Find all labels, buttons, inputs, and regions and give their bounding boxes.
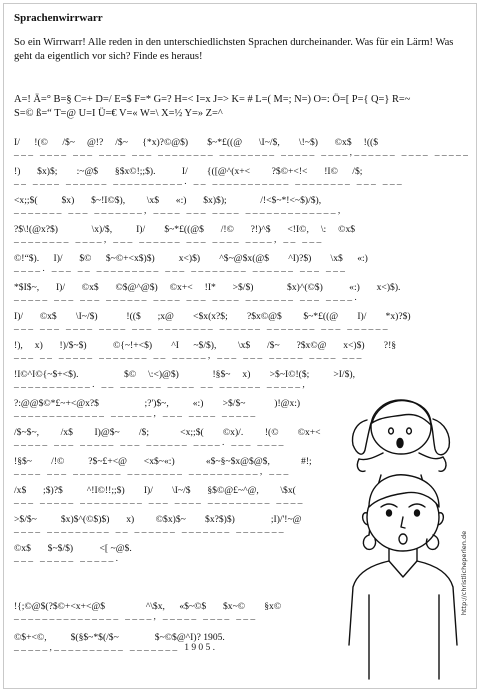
answer-blanks: _____ ___ ___ ______ ____ ___ ____ _______ ___ ____.: [14, 292, 360, 303]
answer-blanks: ___ ____ ___ ____ ___ ________ ________ _____ ____,______ ____ _____: [14, 147, 471, 158]
puzzle-row: [14, 166, 404, 188]
puzzle-row: [14, 514, 302, 536]
code-line: !), x) !)/$~$) ©{~!+<$) ^I ~$/$), \x$ /$~ ?$x©@ x<)$) ?!§: [14, 340, 397, 351]
code-line: !§$~ /!© ?$~£+<@ <x$~«:) «$~§~$x@$@$, #!;: [14, 456, 312, 467]
puzzle-row: [14, 456, 312, 478]
code-line: ©x$ $~$/$) <[ ~@$.: [14, 543, 132, 554]
code-line: !I©^I©{~$+<$). $© \:<)@$) !§$~ x) >$~I©!($; >I/$),: [14, 369, 355, 380]
answer-blanks: ________ ____, ___ ______ ___ ____ ____, __ ___: [14, 234, 324, 245]
code-line: *$I$~, I)/ ©x$ ©$@^@$) ©x+< !I* >$/$) $x)^(©$) «:) x<)$).: [14, 282, 401, 293]
answer-blanks: _______ ___ _______, ____ ___ ____ _____________,: [14, 205, 343, 216]
puzzle-row: [14, 369, 355, 391]
puzzle-row: [14, 137, 470, 159]
puzzle-row: [14, 311, 411, 333]
code-line: !{;©@$(?$©+<x+<@$ ^\$x, «$~©$ $x~© §x©: [14, 601, 282, 612]
answer-blanks: _____ ___ _____ ___ ______ ____. ___ ____: [14, 437, 286, 448]
puzzle-row: [14, 282, 400, 304]
puzzle-row: [14, 427, 321, 449]
cipher-key: [14, 93, 464, 120]
puzzle-row: [14, 340, 396, 362]
code-line: ?$\!(@x?$) \x)/$, I)/ $~*£((@$ /!© ?!)^$ <!I©, \: ©x$: [14, 224, 356, 235]
puzzle-row: [14, 543, 132, 565]
answer-blanks: ____ ___ _______ ________ __________, ___: [14, 466, 291, 477]
worksheet-title: Sprachenwirrwarr: [14, 12, 103, 24]
code-line: I/ !(© /$~ @!? /$~ {*x)?©@$) $~*£((@ \I~/$, \!~$) ©x$ !(($: [14, 137, 379, 148]
answer-blanks: _____________ ______, ___ ____ _____: [14, 408, 258, 419]
answer-blanks: ____. ___ __ _________ ___ ________ ______ ___ ___: [14, 263, 348, 274]
answer-blanks: ____ _________ __ ______ _______ _______: [14, 524, 286, 535]
puzzle-row: [14, 253, 368, 275]
puzzle-row: [14, 485, 305, 507]
code-line: I)/ ©x$ \I~/$) !(($ ;x@ <$x(x?$; ?$x©@$ $~*£((@ I)/ *x)?$): [14, 311, 411, 322]
cipher-key-line: S=© ß=“ T=@ U=I Ü=€ V=« W=\ X=½ Y=» Z=^: [14, 107, 223, 119]
illustration-girl-on-shoulders: [345, 395, 460, 680]
puzzle-row: [14, 398, 300, 420]
answer-blanks: ___ _____ _____.: [14, 553, 121, 564]
answer-blanks: ___ __ _____ _______ __ _____, ___ ___ _____ ____ ___: [14, 350, 364, 361]
cipher-key-line: A=! Ä=° B=§ C=+ D=/ E=$ F=* G=? H=< I=x J=> K= # L=( M=; N=) O=: Ö=[ P={ Q=} R=~: [14, 94, 411, 105]
code-line: ©$+<©, $(§$~*$(/$~ $~©$@^I)? 1905.: [14, 632, 225, 643]
credit-text: http://christlicheperlen.de: [460, 530, 468, 616]
answer-blanks: ___________. __ ______ ____ __ ______ _____,: [14, 379, 308, 390]
answer-blanks: _______________ ____, _____ ____ ___: [14, 611, 258, 622]
code-line: ©!“$). I)/ $© $~©+<x$)$) x<)$) ^$~@$x(@$ ^I)?$) \x$ «:): [14, 253, 368, 264]
code-line: >$/$~ $x)$^(©$)$) x) ©$x)$~ $x?$)$) ;I)/'!~@: [14, 514, 302, 525]
code-line: !) $x)$; :~@$ §$x©!;;$). I/ {([@^(x+< ?$©+<!< !I© /$;: [14, 166, 363, 177]
code-line: /$~$~, /x$ I)@$~ /$; <x;;$( ©x)/. !(© ©x+<: [14, 427, 321, 438]
website-credit: [454, 505, 468, 645]
answer-blanks: _____,__________ _______ 1905.: [14, 642, 218, 653]
answer-blanks: ___ _____ _________ ___ ____ _________ ____: [14, 495, 305, 506]
intro-text: So ein Wirrwarr! Alle reden in den unterschiedlichsten Sprachen durcheinander. Was für ein Lärm! Was geht da eigentlich vor sich? Finde es heraus!: [14, 37, 454, 62]
answer-blanks: ___ ___ ____ ____ ___ ________ ______ _______ ___ ______: [14, 321, 390, 332]
answer-blanks: __ ____ ______ __________. __ ___________ ________ ___ ___: [14, 176, 405, 187]
code-line: /x$ ;$)?$ ^!I©!!;;$) I)/ \I~/$ §$©@£~^@, \$x(: [14, 485, 296, 496]
puzzle-row: [14, 632, 225, 654]
puzzle-row: [14, 224, 355, 246]
code-line: ?:@@$©*£~+<@x?$ ;?')$~, «:) >$/$~ )!@x:): [14, 398, 301, 409]
puzzle-row: [14, 195, 343, 217]
code-line: <x;;$( $x) $~!I©$), \x$ «:) $x)$); /!<$~*!<~$)/$),: [14, 195, 322, 206]
puzzle-row: [14, 601, 281, 623]
